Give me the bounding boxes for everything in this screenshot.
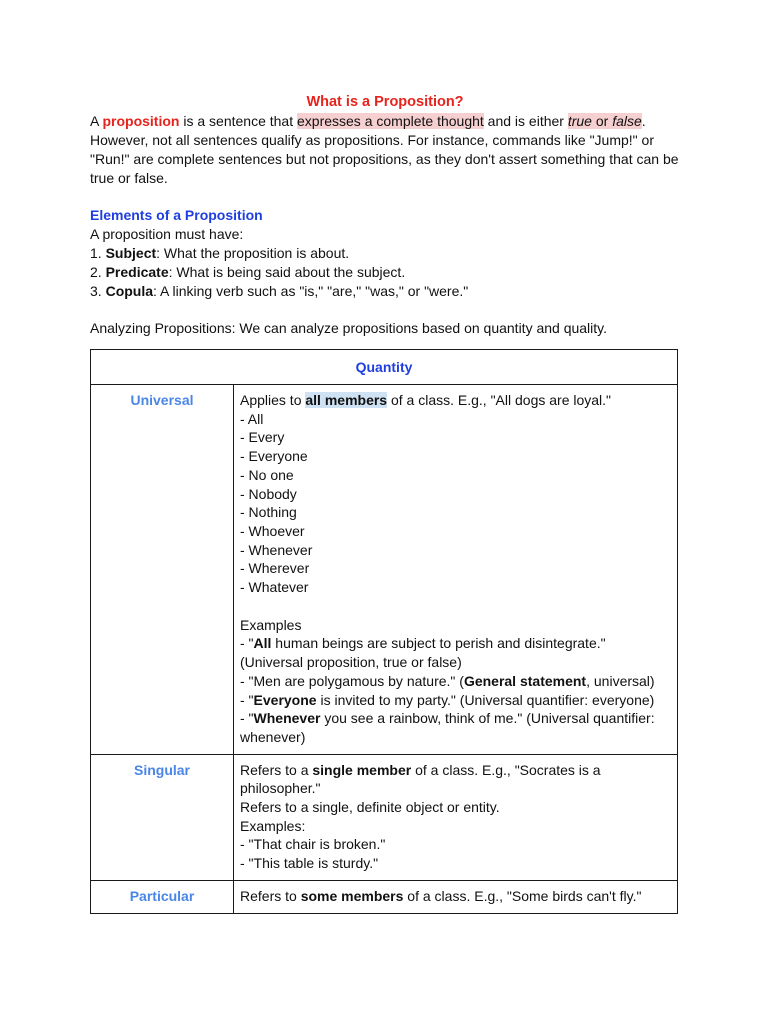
quantifier-item: - Everyone: [240, 448, 308, 465]
item-term: Predicate: [105, 264, 169, 280]
intro-text: and is either: [483, 113, 568, 129]
singular-line: - "This table is sturdy.": [240, 855, 379, 872]
item-term: Copula: [105, 283, 154, 299]
text: is invited to my party." (Universal quantifier: everyone): [316, 691, 655, 708]
table-header: Quantity: [91, 350, 678, 385]
particular-content: [234, 880, 678, 913]
table-row: [91, 754, 678, 880]
item-number: 3.: [90, 283, 106, 299]
page-title: What is a Proposition?: [306, 94, 464, 110]
item-number: 1.: [90, 245, 106, 261]
analyzing-paragraph: Analyzing Propositions: We can analyze propositions based on quantity and quality.: [90, 320, 608, 336]
element-item: [90, 244, 680, 263]
element-item: [90, 282, 680, 301]
italic-true: true: [567, 113, 592, 129]
elements-lead: A proposition must have:: [90, 226, 244, 242]
text: , universal): [586, 672, 655, 689]
quantifier-item: - Wherever: [240, 560, 310, 577]
text: human beings are subject to perish and disintegrate." (Universal proposition, true or false): [240, 635, 606, 671]
bold-text: Everyone: [253, 691, 317, 708]
item-term: Subject: [105, 245, 157, 261]
text: of a class. E.g., "All dogs are loyal.": [387, 392, 612, 408]
quantity-table: [90, 349, 678, 914]
example-item: [240, 691, 669, 710]
universal-intro: [240, 391, 669, 410]
intro-paragraph: [90, 112, 680, 188]
singular-line: - "That chair is broken.": [240, 836, 386, 853]
quantifier-item: - Whenever: [240, 541, 313, 558]
example-item: [240, 634, 669, 671]
singular-intro: [240, 761, 669, 798]
table-row: [91, 880, 678, 913]
highlighted-phrase: expresses a complete thought: [297, 113, 484, 129]
text: - "Men are polygamous by nature." (: [240, 672, 464, 689]
intro-text: .: [641, 113, 646, 129]
singular-line: Examples:: [240, 817, 306, 834]
table-row: [91, 385, 678, 755]
intro-text: or: [591, 113, 613, 129]
example-item: [240, 672, 669, 691]
intro-text: is a sentence that: [179, 113, 297, 129]
bold-text: All: [253, 635, 272, 652]
element-item: [90, 263, 680, 282]
document-page: [90, 92, 680, 914]
quantifier-item: - Nobody: [240, 485, 297, 502]
text: Applies to: [240, 392, 306, 408]
example-item: [240, 709, 669, 746]
quantifier-item: - Nothing: [240, 504, 297, 521]
universal-label: Universal: [91, 385, 234, 755]
text: Refers to a: [240, 761, 313, 778]
text: of a class. E.g., "Some birds can't fly.": [403, 887, 642, 904]
quantifier-item: - No one: [240, 466, 294, 483]
item-desc: : A linking verb such as "is," "are," "was," or "were.": [153, 283, 469, 299]
particular-label: Particular: [91, 880, 234, 913]
intro-text: A: [90, 113, 103, 129]
item-desc: : What is being said about the subject.: [168, 264, 406, 280]
quantifier-item: - Whatever: [240, 579, 309, 596]
elements-heading: Elements of a Proposition: [90, 207, 263, 223]
singular-line: Refers to a single, definite object or entity.: [240, 799, 500, 816]
singular-content: [234, 754, 678, 880]
text: - ": [240, 710, 254, 727]
intro-rest: However, not all sentences qualify as propositions. For instance, commands like "Jump!" or "Run!" are complete sentences but not propositions, as they don't assert something that can be true or false.: [90, 132, 679, 186]
bold-text: some members: [300, 887, 404, 904]
bold-text: Whenever: [253, 710, 321, 727]
item-number: 2.: [90, 264, 106, 280]
text: of a class. E.g., "Socrates is a philosopher.": [240, 761, 601, 797]
blank-line: [240, 597, 669, 616]
singular-label: Singular: [91, 754, 234, 880]
particular-intro: [240, 887, 669, 906]
text: - ": [240, 691, 254, 708]
quantifier-item: - All: [240, 410, 264, 427]
item-desc: : What the proposition is about.: [156, 245, 350, 261]
quantifier-item: - Whoever: [240, 522, 305, 539]
bold-text: General statement: [463, 672, 587, 689]
text: you see a rainbow, think of me." (Universal quantifier: whenever): [240, 710, 655, 745]
examples-label: Examples: [240, 616, 302, 633]
proposition-term: proposition: [102, 113, 180, 129]
universal-content: [234, 385, 678, 755]
table-header-row: [91, 350, 678, 385]
bold-text: single member: [312, 761, 412, 778]
text: Refers to: [240, 887, 301, 904]
italic-false: false: [612, 113, 642, 129]
spacer: [90, 301, 680, 319]
highlighted-term: all members: [305, 392, 388, 408]
text: - ": [240, 635, 254, 652]
quantifier-item: - Every: [240, 429, 285, 446]
